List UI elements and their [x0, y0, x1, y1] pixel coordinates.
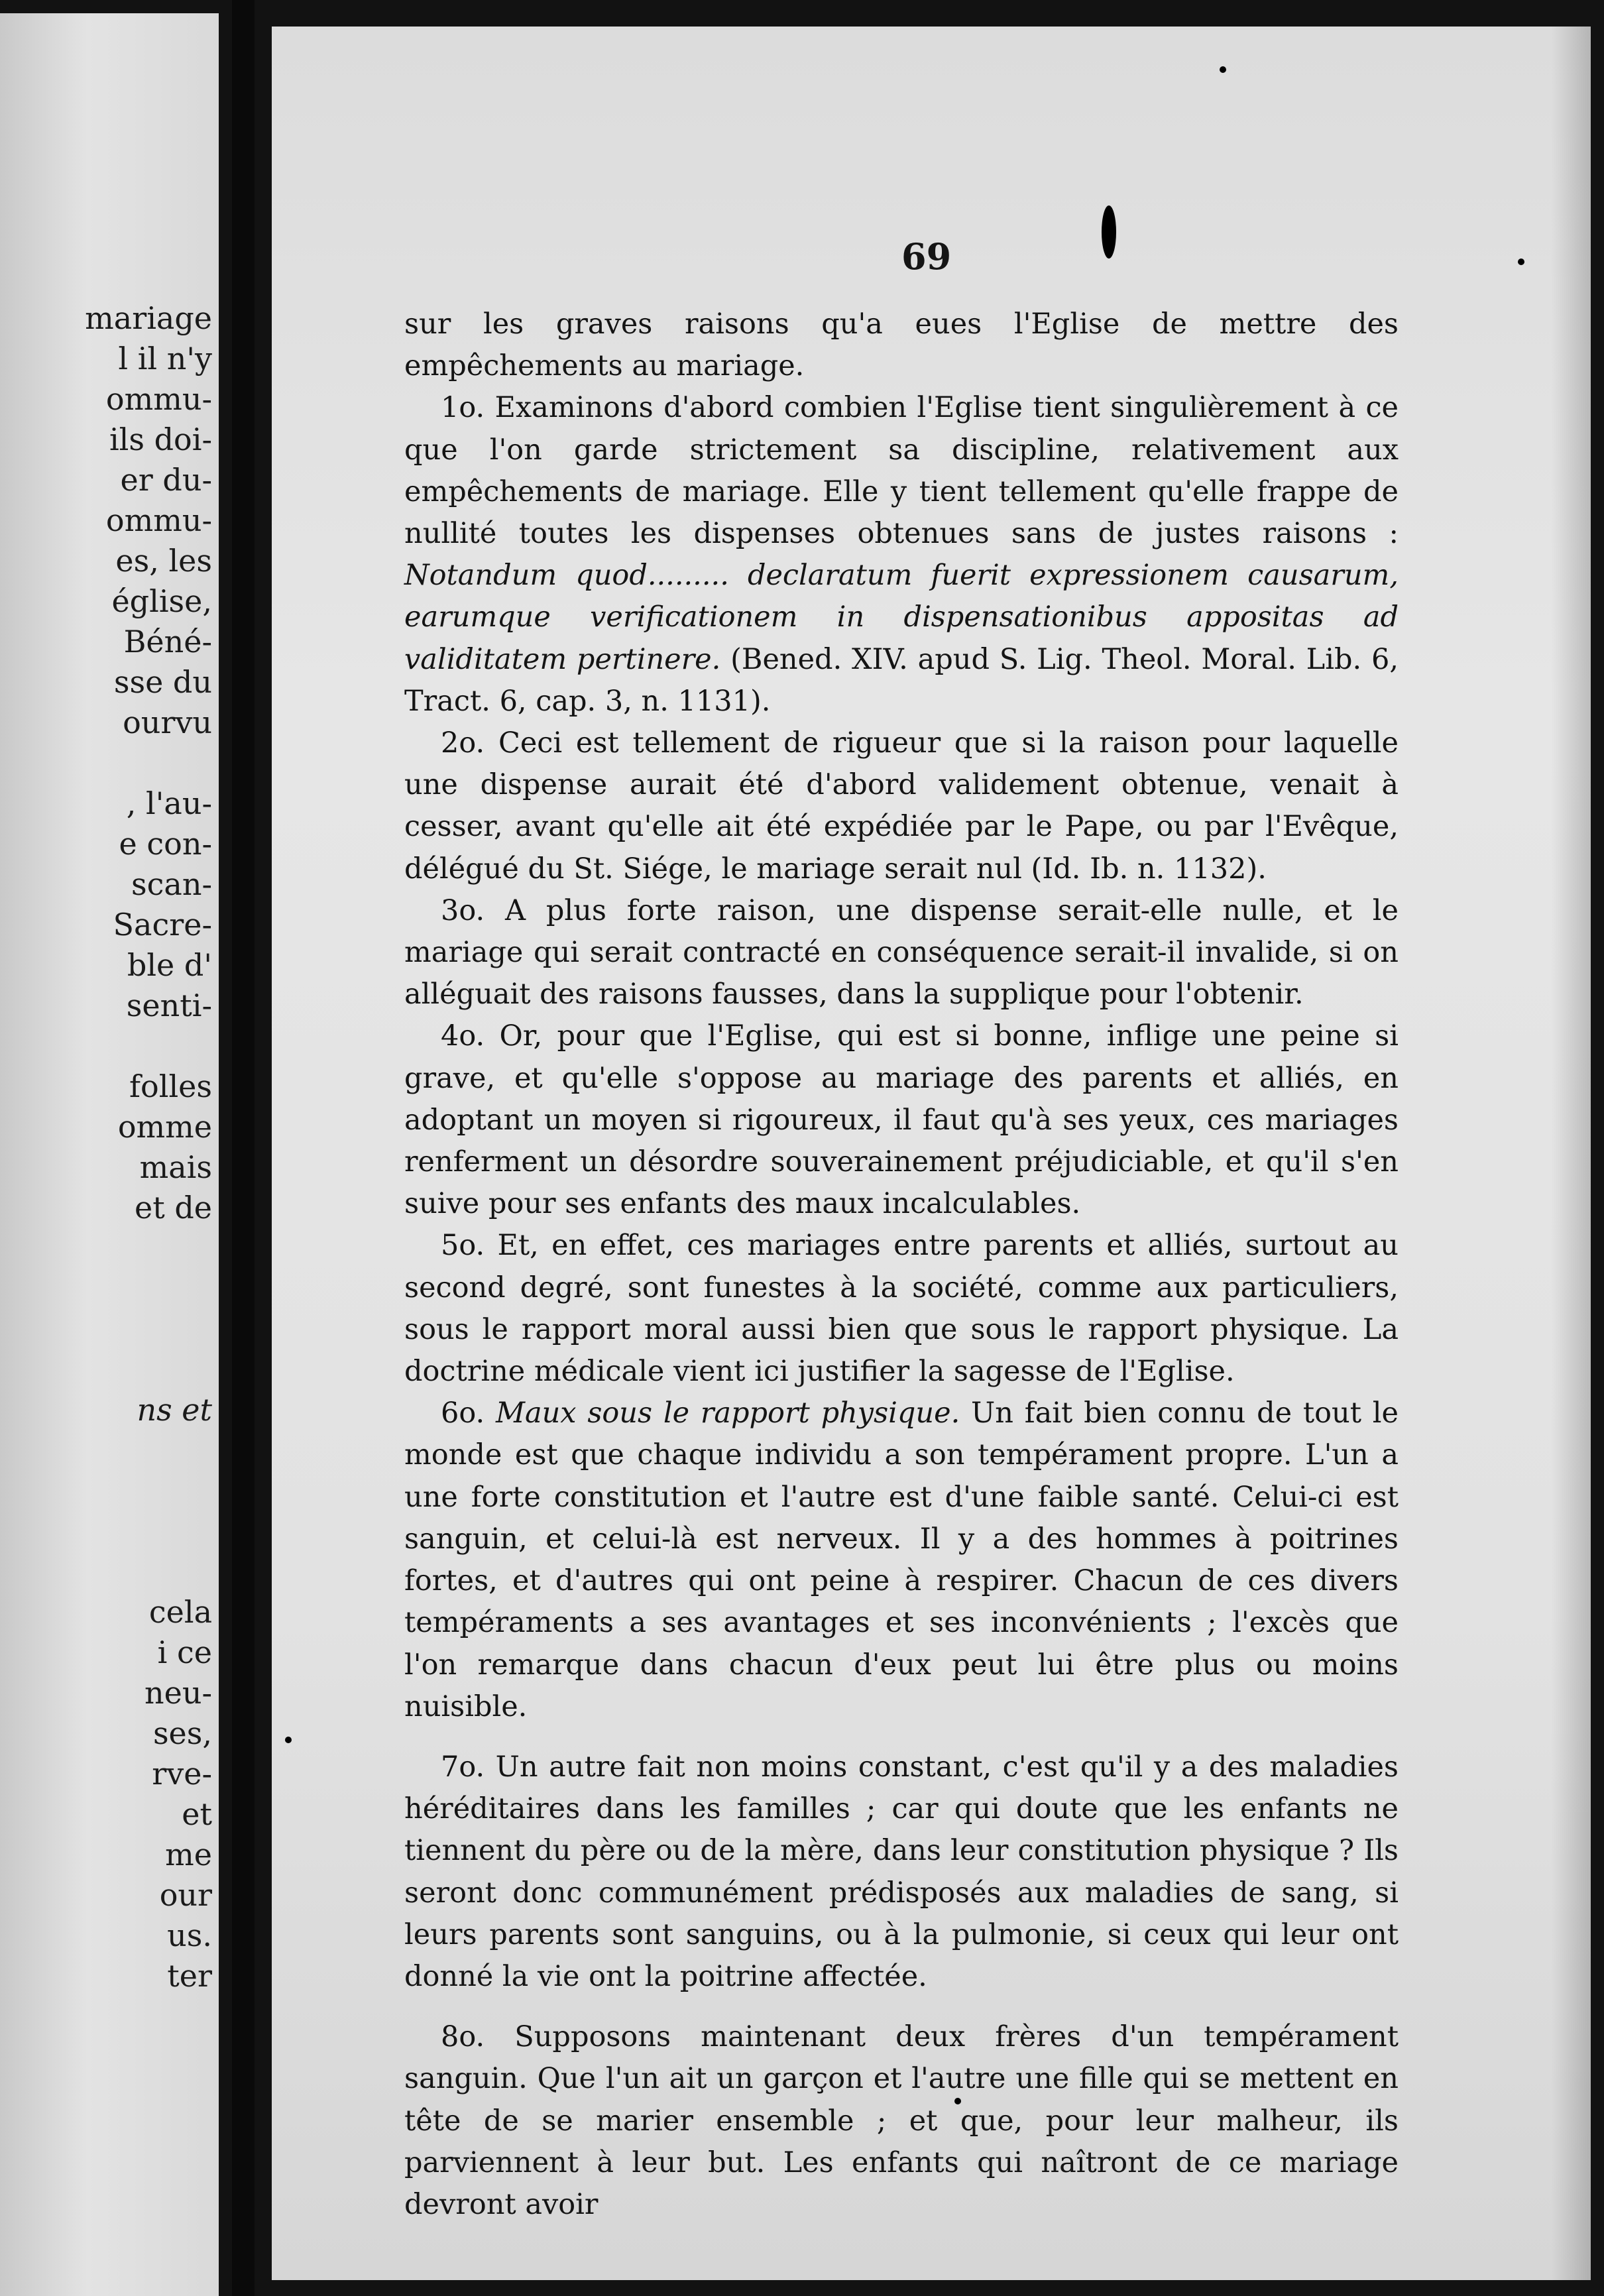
- left-fragment: rve-: [152, 1756, 212, 1792]
- paragraph: [404, 1015, 1399, 1225]
- left-fragment: [85, 1269, 212, 1309]
- left-fragment: ommu-: [105, 381, 212, 417]
- ink-blot: [1102, 205, 1116, 258]
- left-fragment: mariage: [85, 300, 212, 336]
- paragraph: [404, 722, 1399, 890]
- left-fragment: ter: [167, 1958, 212, 1994]
- left-fragment: ourvu: [123, 705, 212, 740]
- left-fragment: cela: [148, 1594, 212, 1630]
- paragraph-text: 8o. Supposons maintenant deux frères d'un tempérament sanguin. Que l'un ait un garçon et l'autre une fille qui se mettent en tête de se marier ensemble ; et que, pour leur malheur, ils parviennent à leur but. Les enfants qui naîtront de ce mariage devront avoir: [404, 2020, 1399, 2221]
- left-page-text-fragments: [85, 298, 212, 1996]
- paragraph: [404, 387, 1399, 722]
- paragraph-text: 1o. Examinons d'abord combien l'Eglise tient singulièrement à ce que l'on garde strictement sa discipline, relativement aux empêchements de mariage. Elle y tient tellement qu'elle frappe de nullité toutes les dispenses obtenues sans de justes raisons :: [404, 391, 1399, 551]
- left-fragment: [85, 1026, 212, 1066]
- left-fragment: [85, 1511, 212, 1552]
- left-fragment: [85, 1228, 212, 1269]
- ink-speck: [1220, 66, 1226, 73]
- paragraph-text: 7o. Un autre fait non moins constant, c'est qu'il y a des maladies héréditaires dans les familles ; car qui doute que les enfants ne tiennent du père ou de la mère, dans leur constitution physique ? Ils seront donc communément prédisposés aux maladies de sang, si leurs parents sont sanguins, ou à la pulmonie, si ceux qui leur ont donné la vie ont la poitrine affectée.: [404, 1750, 1399, 1993]
- right-page: [272, 27, 1591, 2280]
- paragraph-text: 2o. Ceci est tellement de rigueur que si la raison pour laquelle une dispense aurait été d'abord validement obtenue, venait à cesser, avant qu'elle ait été expédiée par le Pape, ou par l'Evêque, délégué du St. Siége, le mariage serait nul (Id. Ib. n. 1132).: [404, 726, 1399, 886]
- left-fragment: Béné-: [123, 624, 212, 660]
- left-fragment: i ce: [157, 1635, 212, 1670]
- paragraph: [404, 2016, 1399, 2226]
- left-fragment: e con-: [119, 826, 212, 862]
- left-fragment: et: [182, 1796, 212, 1832]
- left-fragment: [85, 743, 212, 783]
- left-fragment: [85, 1349, 212, 1390]
- left-fragment: ble d': [127, 947, 212, 983]
- left-fragment: [85, 1309, 212, 1349]
- left-fragment: , l'au-: [126, 785, 212, 821]
- left-fragment: ommu-: [105, 502, 212, 538]
- paragraph: [404, 1747, 1399, 1998]
- left-fragment: église,: [111, 583, 212, 619]
- left-fragment: ns et: [137, 1392, 212, 1428]
- left-fragment: ils doi-: [109, 422, 212, 457]
- left-fragment: ses,: [152, 1715, 212, 1751]
- page-edge-shadow: [1551, 27, 1591, 2280]
- left-fragment: [85, 1471, 212, 1511]
- latin-quotation: Notandum quod......... declaratum fuerit expressionem causarum, earumque verificationem in dispensationibus appositas ad validitatem pertinere.: [404, 559, 1399, 676]
- paragraph: [404, 1225, 1399, 1393]
- left-page: [0, 13, 219, 2296]
- left-fragment: l il n'y: [118, 341, 212, 376]
- left-fragment: et de: [135, 1190, 212, 1226]
- paragraph-label: 6o.: [441, 1397, 496, 1430]
- left-fragment: our: [159, 1877, 212, 1913]
- paragraph: [404, 304, 1399, 387]
- section-heading: Maux sous le rapport physique.: [495, 1397, 960, 1430]
- left-fragment: [85, 1430, 212, 1471]
- left-fragment: scan-: [131, 866, 212, 902]
- left-fragment: er du-: [120, 462, 212, 498]
- body-text: [404, 304, 1399, 2226]
- left-fragment: neu-: [144, 1675, 212, 1711]
- paragraph-text: 5o. Et, en effet, ces mariages entre parents et alliés, surtout au second degré, sont funestes à la société, comme aux particuliers, sous le rapport moral aussi bien que sous le rapport physique. La doctrine médicale vient ici justifier la sagesse de l'Eglise.: [404, 1229, 1399, 1389]
- paragraph: [404, 1393, 1399, 1728]
- left-fragment: mais: [139, 1149, 212, 1185]
- left-fragment: us.: [167, 1918, 212, 1953]
- paragraph-text: Un fait bien connu de tout le monde est que chaque individu a son tempérament propre. L'un a une forte constitution et l'autre est d'une faible santé. Celui-ci est sanguin, et celui-là est nerveux. Il y a des hommes à poitrines fortes, et d'autres qui ont peine à respirer. Chacun de ces divers tempéraments a ses avantages et ses inconvénients ; l'excès que l'on remarque dans chacun d'eux peut lui être plus ou moins nuisible.: [404, 1397, 1399, 1723]
- left-fragment: folles: [129, 1068, 212, 1104]
- citation: (Bened. XIV. apud S. Lig. Theol. Moral. Lib. 6, Tract. 6, cap. 3, n. 1131).: [404, 642, 1399, 718]
- paragraph-text: sur les graves raisons qu'a eues l'Eglise de mettre des empêchements au mariage.: [404, 308, 1399, 383]
- paragraph-text: 3o. A plus forte raison, une dispense serait-elle nulle, et le mariage qui serait contracté en conséquence serait-il invalide, si on alléguait des raisons fausses, dans la supplique pour l'obtenir.: [404, 893, 1399, 1011]
- gutter-shadow: [232, 0, 255, 2296]
- left-fragment: senti-: [126, 988, 212, 1023]
- left-fragment: [85, 1552, 212, 1592]
- left-fragment: Sacre-: [113, 907, 212, 943]
- left-fragment: omme: [117, 1109, 212, 1145]
- ink-speck: [285, 1737, 292, 1743]
- left-fragment: me: [165, 1837, 212, 1872]
- page-number: 69: [901, 235, 952, 278]
- paragraph-text: 4o. Or, pour que l'Eglise, qui est si bonne, inflige une peine si grave, et qu'elle s'oppose au mariage des parents et alliés, en adoptant un moyen si rigoureux, il faut qu'à ses yeux, ces mariages renferment un désordre souverainement préjudiciable, et qu'il s'en suive pour ses enfants des maux incalculables.: [404, 1019, 1399, 1221]
- paragraph: [404, 890, 1399, 1016]
- left-fragment: es, les: [115, 543, 212, 579]
- left-fragment: sse du: [113, 664, 212, 700]
- ink-speck: [1518, 258, 1524, 265]
